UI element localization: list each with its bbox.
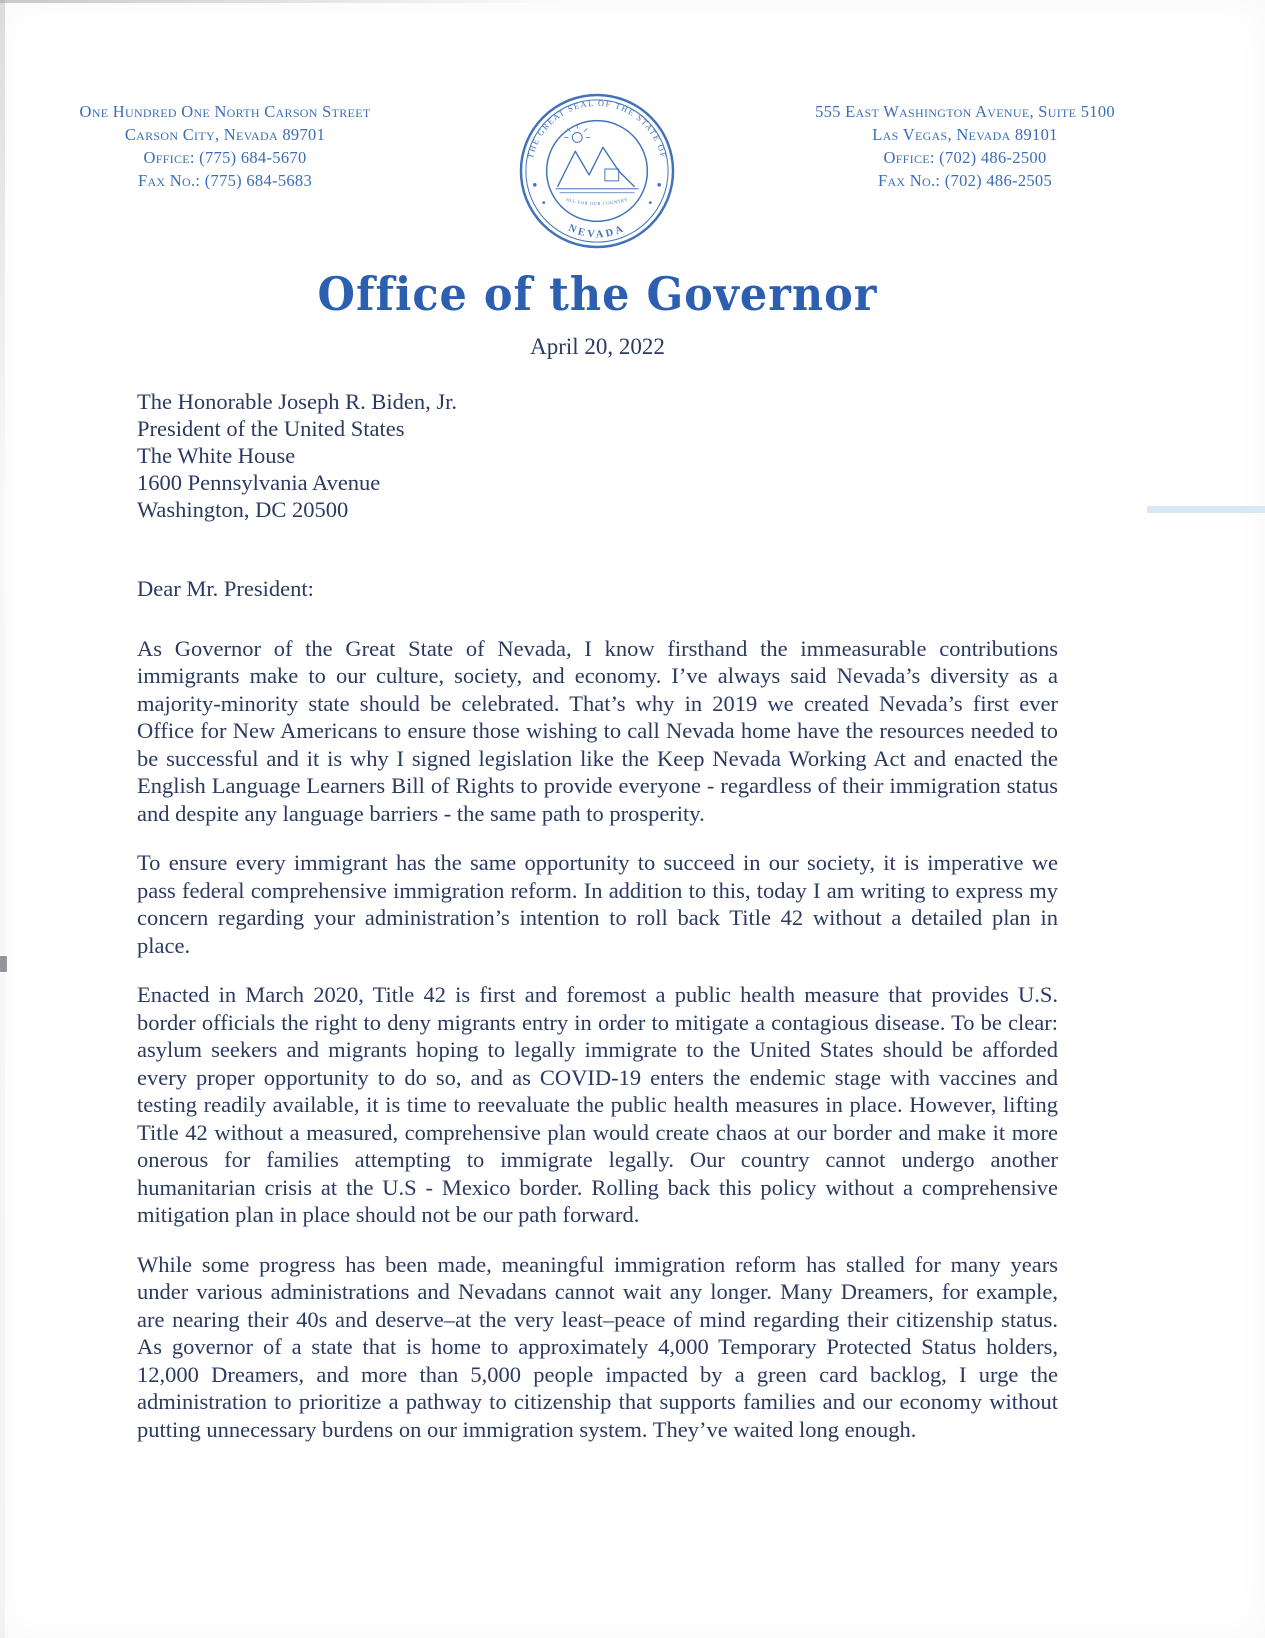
recipient-line: President of the United States bbox=[137, 416, 405, 441]
seal-ring-text: THE GREAT SEAL OF THE STATE OF bbox=[526, 98, 668, 160]
recipient-line: The White House bbox=[137, 443, 296, 468]
recipient-line: 1600 Pennsylvania Avenue bbox=[137, 470, 381, 495]
nevada-state-seal-icon bbox=[518, 92, 676, 250]
header-left-address bbox=[55, 100, 395, 192]
letter-date: April 20, 2022 bbox=[530, 334, 665, 359]
paragraph-3: Enacted in March 2020, Title 42 is first and foremost a public health measure that provides U.S. border officials the right to deny migrants entry in order to mitigate a contagious disease. To be clear: asylum seekers and migrants hoping to legally immigrate to the United States should be afforded every proper opportunity to do so, and as COVID-19 enters the endemic stage with vaccines and testing readily available, it is time to reevaluate the public health measures in place. However, lifting Title 42 without a measured, comprehensive plan would create chaos at our border and make it more onerous for families attempting to immigrate legally. Our country cannot undergo another humanitarian crisis at the U.S - Mexico border. Rolling back this policy without a comprehensive mitigation plan in place should not be our path forward. bbox=[137, 982, 1058, 1227]
seal-motto-text: ALL FOR OUR COUNTRY bbox=[565, 196, 629, 207]
paragraph-1: As Governor of the Great State of Nevada, I know firsthand the immeasurable contributions immigrants make to our culture, society, and economy. I’ve always said Nevada’s diversity as a majority-minority state should be celebrated. That’s why in 2019 we created Nevada’s first ever Office for New Americans to ensure those wishing to call Nevada home have the resources needed to be successful and it is why I signed legislation like the Keep Nevada Working Act and enacted the English Language Learners Bill of Rights to provide everyone - regardless of their immigration status and despite any language barriers - the same path to prosperity. bbox=[137, 635, 1058, 826]
header-address-line: 555 East Washington Avenue, Suite 5100 bbox=[815, 102, 1115, 121]
svg-text:NEVADA bbox=[567, 223, 628, 241]
header-address-line: One Hundred One North Carson Street bbox=[79, 102, 371, 121]
recipient-address bbox=[137, 388, 1058, 523]
header-address-line: Las Vegas, Nevada 89101 bbox=[872, 125, 1058, 144]
header-address-line: Carson City, Nevada 89701 bbox=[124, 125, 326, 144]
svg-text:THE GREAT SEAL OF THE STATE OF bbox=[526, 99, 668, 160]
letter-title: Office of the Governor bbox=[317, 268, 878, 322]
header-address-line: Office: (702) 486-2500 bbox=[883, 148, 1047, 167]
seal-bottom-text: NEVADA bbox=[566, 222, 628, 241]
scan-mark-left bbox=[0, 956, 7, 972]
header-address-line: Fax No.: (775) 684-5683 bbox=[137, 171, 313, 190]
seal-graphic bbox=[518, 92, 676, 250]
header-right-address bbox=[785, 100, 1145, 192]
scan-streak-right bbox=[1147, 506, 1265, 513]
letter-body bbox=[137, 388, 1058, 1443]
header-address-line: Office: (775) 684-5670 bbox=[143, 148, 307, 167]
salutation: Dear Mr. President: bbox=[137, 576, 314, 601]
scan-edge-left bbox=[0, 0, 5, 1638]
paragraph-2: To ensure every immigrant has the same opportunity to succeed in our society, it is imperative we pass federal comprehensive immigration reform. In addition to this, today I am writing to express my concern regarding your administration’s intention to roll back Title 42 without a detailed plan in place. bbox=[137, 850, 1058, 958]
svg-text:ALL FOR OUR COUNTRY bbox=[565, 197, 628, 206]
paragraph-4: While some progress has been made, meaningful immigration reform has stalled for many years under various administrations and Nevadans cannot wait any longer. Many Dreamers, for example, are nearing their 40s and deserve–at the very least–peace of mind regarding their citizenship status. As governor of a state that is home to approximately 4,000 Temporary Protected Status holders, 12,000 Dreamers, and more than 5,000 people impacted by a green card backlog, I urge the administration to prioritize a pathway to citizenship that supports families and our economy without putting unnecessary burdens on our immigration system. They’ve waited long enough. bbox=[137, 1251, 1058, 1442]
scan-edge-top bbox=[0, 0, 1265, 3]
recipient-line: Washington, DC 20500 bbox=[137, 497, 349, 522]
recipient-line: The Honorable Joseph R. Biden, Jr. bbox=[137, 389, 457, 414]
header-address-line: Fax No.: (702) 486-2505 bbox=[877, 171, 1053, 190]
